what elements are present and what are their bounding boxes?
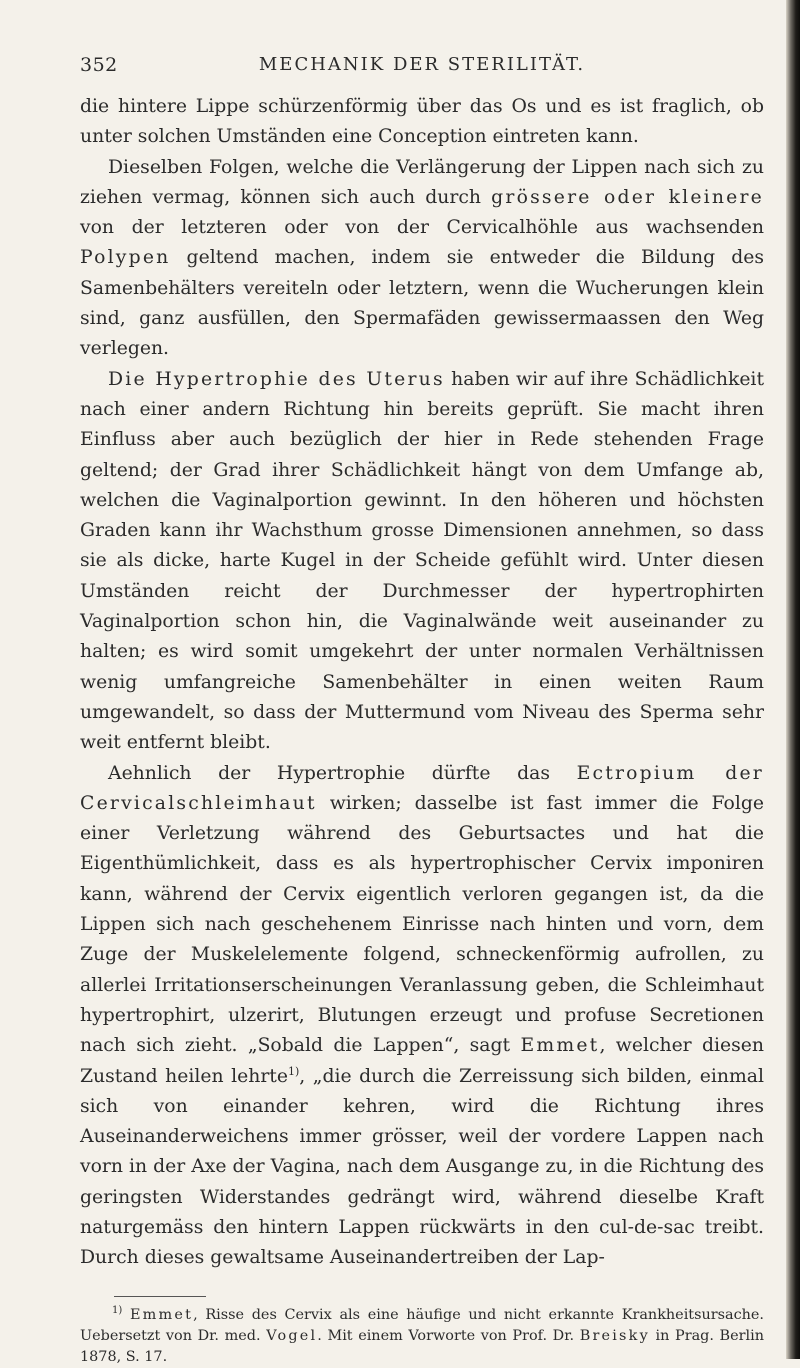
text-run: , Risse des Cervix als eine häufige und nicht erkannte Krankheitsursache. Uebersetzt von Dr. med.	[80, 1306, 764, 1344]
emphasized-text: Emmet	[520, 1035, 600, 1057]
footnote	[80, 1305, 764, 1368]
paragraph	[80, 92, 764, 153]
emphasized-text: Emmet	[129, 1306, 194, 1323]
text-run: , welcher diesen Zustand heilen lehrte	[80, 1035, 764, 1087]
body-text	[80, 92, 764, 1274]
emphasized-text: Polypen	[80, 247, 171, 269]
paragraph	[80, 759, 764, 1274]
footnote-divider	[114, 1296, 206, 1297]
text-run: die hintere Lippe schürzenförmig über das Os und es ist fraglich, ob unter solchen Umständen eine Conception eintreten kann.	[80, 96, 764, 148]
footnote-marker: 1)	[287, 1064, 300, 1078]
emphasized-text: grössere oder kleinere	[491, 186, 764, 208]
emphasized-text: Vogel	[266, 1327, 318, 1344]
emphasized-text: Die Hypertrophie des Uterus	[108, 368, 445, 390]
text-run: geltend machen, indem sie entweder die Bildung des Samenbehälters vereiteln oder letztern, wenn die Wucherungen klein sind, ganz ausfüllen, den Spermafäden gewissermaassen den Weg verlegen.	[80, 247, 764, 360]
text-run: von der letzteren oder von der Cervicalhöhle aus wachsenden	[80, 217, 764, 239]
running-head: MECHANIK DER STERILITÄT.	[258, 54, 586, 75]
page-edge-shadow	[786, 0, 800, 1359]
text-run: Dieselben Folgen, welche die Verlängerung der Lippen nach sich zu ziehen vermag, können sich auch durch	[80, 156, 764, 208]
footnote-text	[80, 1305, 764, 1368]
text-run	[122, 1307, 130, 1323]
text-run: wirken; dasselbe ist fast immer die Folge einer Verletzung während des Geburtsactes und hat die Eigenthümlichkeit, dass es als hypertrophischer Cervix imponiren kann, während der Cervix eigentlich verloren gegangen ist, da die Lippen sich nach geschehenem Einrisse nach hinten und vorn, dem Zuge der Muskelelemente folgend, schneckenförmig aufrollen, zu allerlei Irritationserscheinungen Veranlassung geben, die Schleimhaut hypertrophirt, ulzerirt, Blutungen erzeugt und profuse Secretionen nach sich zieht. „Sobald die Lappen“, sagt	[80, 792, 764, 1057]
text-run: in Prag. Berlin 1878, S. 17.	[80, 1327, 764, 1365]
emphasized-text: Breisky	[579, 1327, 650, 1344]
text-run: , „die durch die Zerreissung sich bilden, einmal sich von einander kehren, wird die Richtung ihres Auseinanderweichens immer grösser, weil der vordere Lappen nach vorn in der Axe der Vagina, nach dem Ausgange zu, in die Richtung des geringsten Widerstandes gedrängt wird, während dieselbe Kraft naturgemäss den hintern Lappen rückwärts in den cul-de-sac treibt. Durch dieses gewaltsame Auseinandertreiben der Lap-	[80, 1065, 764, 1269]
emphasized-text: Ectropium der Cervicalschleimhaut	[80, 762, 764, 814]
text-run: Aehnlich der Hypertrophie dürfte das	[108, 762, 577, 784]
page-number: 352	[80, 54, 118, 76]
paragraph	[80, 365, 764, 759]
footnote-marker: 1)	[112, 1304, 123, 1316]
text-run: . Mit einem Vorworte von Prof. Dr.	[317, 1327, 580, 1344]
book-page	[80, 50, 764, 1368]
paragraph	[80, 153, 764, 365]
text-run: haben wir auf ihre Schädlichkeit nach einer andern Richtung hin bereits geprüft. Sie macht ihren Einfluss aber auch bezüglich der hier in Rede stehenden Frage geltend; der Grad ihrer Schädlichkeit hängt von dem Umfange ab, welchen die Vaginalportion gewinnt. In den höheren und höchsten Graden kann ihr Wachsthum grosse Dimensionen annehmen, so dass sie als dicke, harte Kugel in der Scheide gefühlt wird. Unter diesen Umständen reicht der Durchmesser der hypertrophirten Vaginalportion schon hin, die Vaginalwände weit auseinander zu halten; es wird somit umgekehrt der unter normalen Verhältnissen wenig umfangreiche Samenbehälter in einen weiten Raum umgewandelt, so dass der Muttermund vom Niveau des Sperma sehr weit entfernt bleibt.	[80, 368, 764, 754]
page-header	[80, 50, 764, 86]
